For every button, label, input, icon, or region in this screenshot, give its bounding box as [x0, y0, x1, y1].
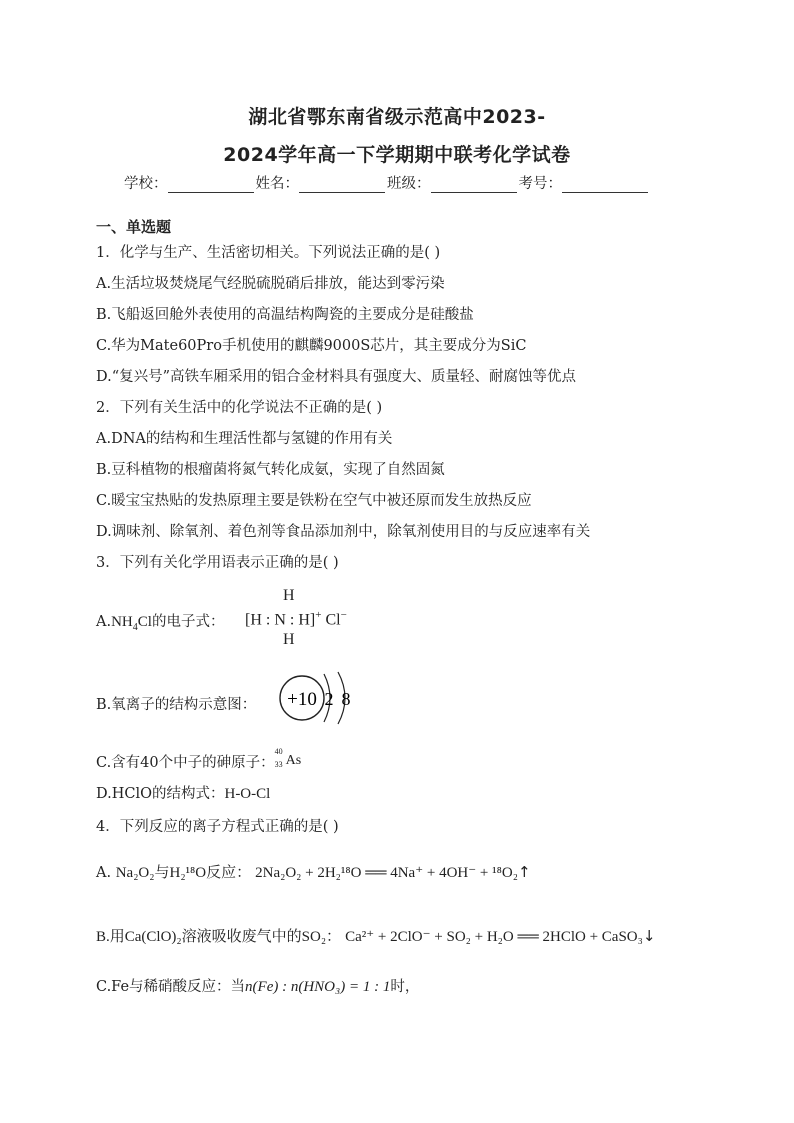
student-info-row: [124, 172, 650, 193]
q1-option-b: B.飞船返回舱外表使用的高温结构陶瓷的主要成分是硅酸盐: [96, 307, 474, 323]
q1-option-d: D.“复兴号”高铁车厢采用的铝合金材料具有强度大、质量轻、耐腐蚀等优点: [96, 369, 577, 385]
oxygen-ion-diagram: [276, 668, 358, 728]
q3-option-d: D.HClO的结构式：H-O-Cl: [96, 786, 271, 802]
shell-2-count: 8: [341, 689, 351, 709]
precipitate-down-arrow: ↓: [642, 927, 656, 945]
exam-no-label: 考号：: [518, 176, 562, 192]
q3-option-b: B.氧离子的结构示意图：: [96, 697, 257, 713]
q3-option-c: C.含有40个中子的砷原子： 40 33 As: [96, 747, 302, 771]
q4-option-c: C.Fe与稀硝酸反应：当n(Fe) : n(HNO₃) = 1 : 1时，: [96, 979, 420, 995]
q4-option-b: B.用Ca(ClO)₂溶液吸收废气中的SO₂： Ca²⁺ + 2ClO⁻ + SO₂ + H₂O ══ 2HClO + CaSO₃↓: [96, 927, 656, 945]
exam-title-line1: 湖北省鄂东南省级示范高中2023-: [248, 106, 546, 128]
nucleus-charge: +10: [287, 689, 317, 710]
q2-option-d: D.调味剂、除氧剂、着色剂等食品添加剂中，除氧剂使用目的与反应速率有关: [96, 524, 591, 540]
shell-1-count: 2: [324, 689, 334, 709]
exam-title-line2: 2024学年高一下学期期中联考化学试卷: [223, 144, 571, 166]
q1-option-c: C.华为Mate60Pro手机使用的麒麟9000S芯片，其主要成分为SiC: [96, 338, 527, 354]
q4-option-a: A. Na₂O₂与H₂¹⁸O反应： 2Na₂O₂ + 2H₂¹⁸O ══ 4Na⁺ + 4OH⁻ + ¹⁸O₂↑: [96, 863, 531, 881]
q2-stem: 2．下列有关生活中的化学说法不正确的是( ): [96, 400, 383, 416]
class-blank[interactable]: [431, 176, 517, 193]
q4-stem: 4．下列反应的离子方程式正确的是( ): [96, 819, 339, 835]
q3-option-a: $A.NH_4Cl$的电子式：: [96, 614, 225, 633]
school-blank[interactable]: [168, 176, 254, 193]
school-label: 学校：: [124, 176, 168, 192]
name-blank[interactable]: [299, 176, 385, 193]
class-label: 班级：: [387, 176, 431, 192]
q1-option-a: A.生活垃圾焚烧尾气经脱硫脱硝后排放，能达到零污染: [96, 276, 445, 292]
name-label: 姓名：: [255, 176, 299, 192]
exam-no-blank[interactable]: [562, 176, 648, 193]
q2-option-c: C.暖宝宝热贴的发热原理主要是铁粉在空气中被还原而发生放热反应: [96, 493, 532, 509]
q3-stem: 3．下列有关化学用语表示正确的是( ): [96, 555, 339, 571]
section-heading: 一、单选题: [96, 218, 172, 236]
q2-option-a: A.DNA的结构和生理活性都与氢键的作用有关: [96, 431, 393, 447]
gas-up-arrow: ↑: [517, 863, 531, 881]
nh4cl-electron-formula: H [H : N : H]+ Cl− H: [245, 587, 347, 648]
q1-stem: 1．化学与生产、生活密切相关。下列说法正确的是( ): [96, 245, 441, 261]
q2-option-b: B.豆科植物的根瘤菌将氮气转化成氨，实现了自然固氮: [96, 462, 445, 478]
